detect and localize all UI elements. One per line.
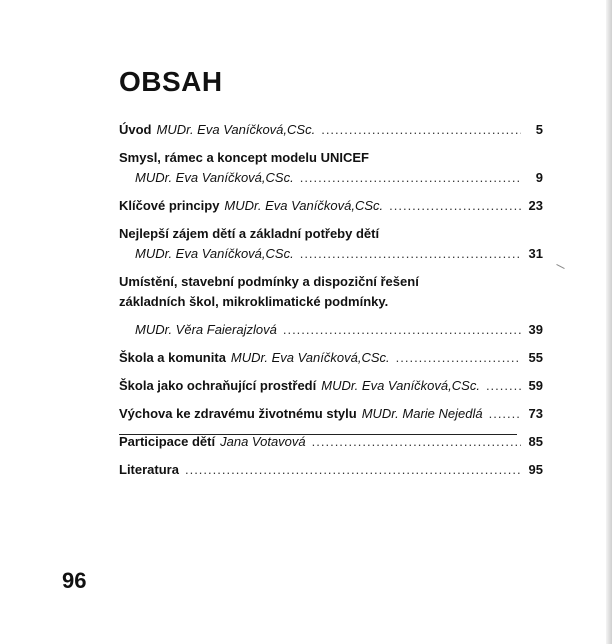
toc-entry-page: 73 [528, 406, 543, 421]
toc-entry-page: 5 [535, 122, 543, 137]
toc-entry-ochranujici [119, 376, 543, 396]
toc-entry-title: Úvod [119, 122, 152, 137]
toc-entry-page: 39 [528, 322, 543, 337]
toc-entry-author: MUDr. Eva Vaníčková,CSc. [321, 378, 480, 393]
toc-entry-zajem-title [119, 224, 543, 244]
toc-entry-komunita [119, 348, 543, 368]
toc-entry-page: 55 [528, 350, 543, 365]
toc-entry-title: Literatura [119, 462, 179, 477]
toc-entry-page: 85 [528, 434, 543, 449]
toc-entry-title: Škola jako ochraňující prostředí [119, 378, 317, 393]
toc-entry-author: MUDr. Eva Vaníčková,CSc. [230, 350, 390, 365]
dot-leader [389, 196, 521, 216]
toc-entry-umisteni-author [119, 320, 543, 340]
dot-leader [300, 168, 521, 188]
dot-leader [321, 120, 521, 140]
stray-mark [556, 264, 564, 269]
dot-leader [283, 320, 521, 340]
dot-leader [312, 432, 521, 452]
toc-entry-principy [119, 196, 543, 216]
toc-entry-zajem-author [119, 244, 543, 264]
toc-entry-title: Smysl, rámec a koncept modelu UNICEF [119, 150, 369, 165]
dot-leader [486, 376, 521, 396]
divider-line [119, 434, 517, 435]
toc-entry-title: Participace dětí [119, 434, 216, 449]
toc-entry-title: Nejlepší zájem dětí a základní potřeby dětí [119, 226, 380, 241]
dot-leader [489, 404, 521, 424]
toc-entry-page: 95 [528, 462, 543, 477]
toc-entry-title: Výchova ke zdravému životnému stylu [119, 406, 357, 421]
page-title: OBSAH [119, 66, 223, 97]
toc-entry-author: MUDr. Eva Vaníčková,CSc. [135, 246, 294, 261]
dot-leader [185, 460, 521, 480]
toc-entry-umisteni-title-2 [119, 292, 543, 312]
toc-entry-title: Klíčové principy [119, 198, 220, 213]
page-edge-shadow [606, 0, 612, 644]
toc-entry-author: MUDr. Věra Faierajzlová [135, 322, 277, 337]
toc-entry-author: MUDr. Eva Vaníčková,CSc. [156, 122, 316, 137]
toc-entry-page: 23 [528, 198, 543, 213]
toc-entry-page: 59 [528, 378, 543, 393]
toc-entry-uvod [119, 120, 543, 140]
toc-entry-author: MUDr. Eva Vaníčková,CSc. [135, 170, 294, 185]
toc-entry-vychova [119, 404, 543, 424]
toc-entry-title: Umístění, stavební podmínky a dispoziční řešení [119, 274, 419, 289]
toc-entry-author: MUDr. Eva Vaníčková,CSc. [224, 198, 384, 213]
page-number: 96 [62, 568, 87, 593]
toc-entry-author: Jana Votavová [220, 434, 306, 449]
toc-entry-page: 31 [528, 246, 543, 261]
toc-entry-smysl-title [119, 148, 543, 168]
toc-entry-literatura [119, 460, 543, 480]
toc-entry-author: MUDr. Marie Nejedlá [361, 406, 483, 421]
dot-leader [300, 244, 521, 264]
table-of-contents [119, 120, 543, 480]
dot-leader [396, 348, 521, 368]
toc-entry-page: 9 [535, 170, 543, 185]
toc-entry-smysl-author [119, 168, 543, 188]
toc-entry-umisteni-title-1 [119, 272, 543, 292]
toc-entry-title: Škola a komunita [119, 350, 226, 365]
toc-entry-title: základních škol, mikroklimatické podmínky. [119, 294, 389, 309]
toc-entry-participace [119, 432, 543, 452]
